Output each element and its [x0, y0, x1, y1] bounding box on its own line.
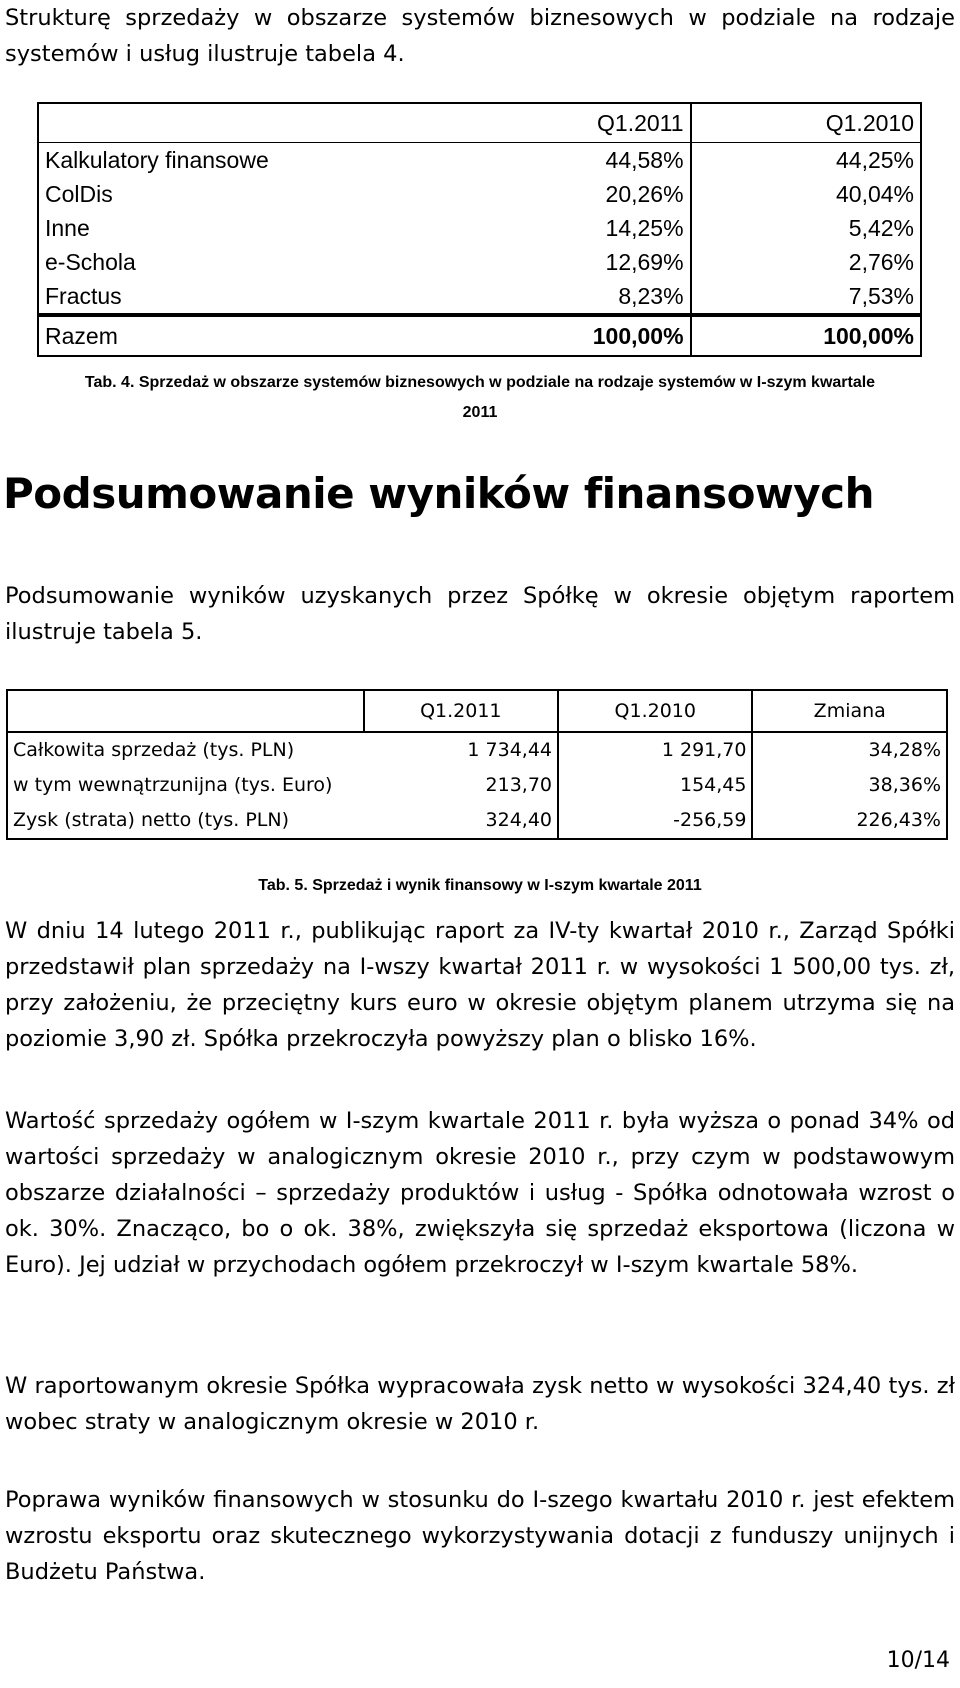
- table-4-caption: Tab. 4. Sprzedaż w obszarze systemów biznesowych w podziale na rodzaje systemów w I-szym kwartale: [84, 374, 876, 391]
- table-header-row: [38, 103, 921, 143]
- row-label: Inne: [45, 215, 90, 241]
- table-row: [38, 279, 921, 315]
- row-label: Razem: [38, 315, 461, 356]
- row-label: Zysk (strata) netto (tys. PLN): [13, 809, 290, 831]
- cell-value: 2,76%: [691, 245, 921, 279]
- header-cell: [38, 103, 461, 143]
- table-row: [7, 732, 947, 768]
- header-cell: Q1.2010: [558, 690, 752, 732]
- cell-value: 226,43%: [856, 809, 941, 831]
- header-cell: Zmiana: [752, 690, 947, 732]
- table-row: [38, 177, 921, 211]
- row-label: e-Schola: [45, 249, 136, 275]
- cell-value: 40,04%: [691, 177, 921, 211]
- section-title: Podsumowanie wyników finansowych: [3, 469, 874, 518]
- page-number: 10/14: [886, 1648, 950, 1673]
- cell-value: -256,59: [558, 803, 752, 839]
- cell-value: 7,53%: [691, 279, 921, 315]
- row-label: Fractus: [45, 283, 122, 309]
- cell-value: 213,70: [364, 768, 558, 803]
- cell-value: 8,23%: [618, 283, 684, 309]
- table-header-row: [7, 690, 947, 732]
- table-row: [38, 143, 921, 178]
- cell-value: 1 734,44: [364, 732, 558, 768]
- table-row: [7, 768, 947, 803]
- row-label: Kalkulatory finansowe: [45, 147, 269, 173]
- cell-value: 100,00%: [691, 315, 921, 356]
- paragraph-profit: W raportowanym okresie Spółka wypracowała zysk netto w wysokości 324,40 tys. zł wobec straty w analogicznym okresie w 2010 r.: [5, 1373, 955, 1435]
- cell-value: 38,36%: [868, 774, 941, 796]
- header-cell: Q1.2011: [364, 690, 558, 732]
- row-label: Całkowita sprzedaż (tys. PLN): [13, 739, 295, 761]
- paragraph-sales: Wartość sprzedaży ogółem w I-szym kwartale 2011 r. była wyższa o ponad 34% od wartości sprzedaży w analogicznym okresie 2010 r., przy czym w podstawowym obszarze działalności – sprzedaży produktów i usług - Spółka odnotowała wzrost o ok. 30%. Znacząco, bo o ok. 38%, zwiększyła się sprzedaż eksportowa (liczona w Euro). Jej udział w przychodach ogółem przekroczył w I-szym kwartale 58%.: [5, 1108, 955, 1278]
- paragraph-plan: W dniu 14 lutego 2011 r., publikując raport za IV-ty kwartał 2010 r., Zarząd Spółki przedstawił plan sprzedaży na I-wszy kwartał 2011 r. w wysokości 1 500,00 tys. zł, przy założeniu, że przeciętny kurs euro w okresie objętym planem utrzyma się na poziomie 3,90 zł. Spółka przekroczyła powyższy plan o blisko 16%.: [5, 918, 955, 1052]
- header-cell: Q1.2010: [691, 103, 921, 143]
- cell-value: 154,45: [558, 768, 752, 803]
- cell-value: 34,28%: [868, 739, 941, 761]
- cell-value: 1 291,70: [558, 732, 752, 768]
- table-5: [6, 689, 948, 840]
- table-total-row: [38, 315, 921, 356]
- table-4-caption-year: 2011: [462, 404, 498, 421]
- header-cell: Q1.2011: [461, 103, 690, 143]
- cell-value: 14,25%: [605, 215, 684, 241]
- table-4: [37, 102, 922, 357]
- row-label: w tym wewnątrzunijna (tys. Euro): [13, 774, 333, 796]
- row-label: ColDis: [45, 181, 113, 207]
- intro-paragraph: Strukturę sprzedaży w obszarze systemów biznesowych w podziale na rodzaje systemów i usług ilustruje tabela 4.: [5, 5, 955, 67]
- cell-value: 12,69%: [605, 249, 684, 275]
- cell-value: 324,40: [364, 803, 558, 839]
- header-cell: [7, 690, 364, 732]
- table-row: [7, 803, 947, 839]
- table-5-caption: Tab. 5. Sprzedaż i wynik finansowy w I-szym kwartale 2011: [258, 877, 702, 894]
- cell-value: 44,25%: [691, 143, 921, 178]
- table-row: [38, 211, 921, 245]
- cell-value: 44,58%: [605, 147, 684, 173]
- section-intro: Podsumowanie wyników uzyskanych przez Spółkę w okresie objętym raportem ilustruje tabela 5.: [5, 583, 955, 645]
- cell-value: 5,42%: [691, 211, 921, 245]
- paragraph-improvement: Poprawa wyników finansowych w stosunku do I-szego kwartału 2010 r. jest efektem wzrostu eksportu oraz skutecznego wykorzystywania dotacji z funduszy unijnych i Budżetu Państwa.: [5, 1487, 955, 1585]
- cell-value: 20,26%: [605, 181, 684, 207]
- table-row: [38, 245, 921, 279]
- cell-value: 100,00%: [461, 315, 690, 356]
